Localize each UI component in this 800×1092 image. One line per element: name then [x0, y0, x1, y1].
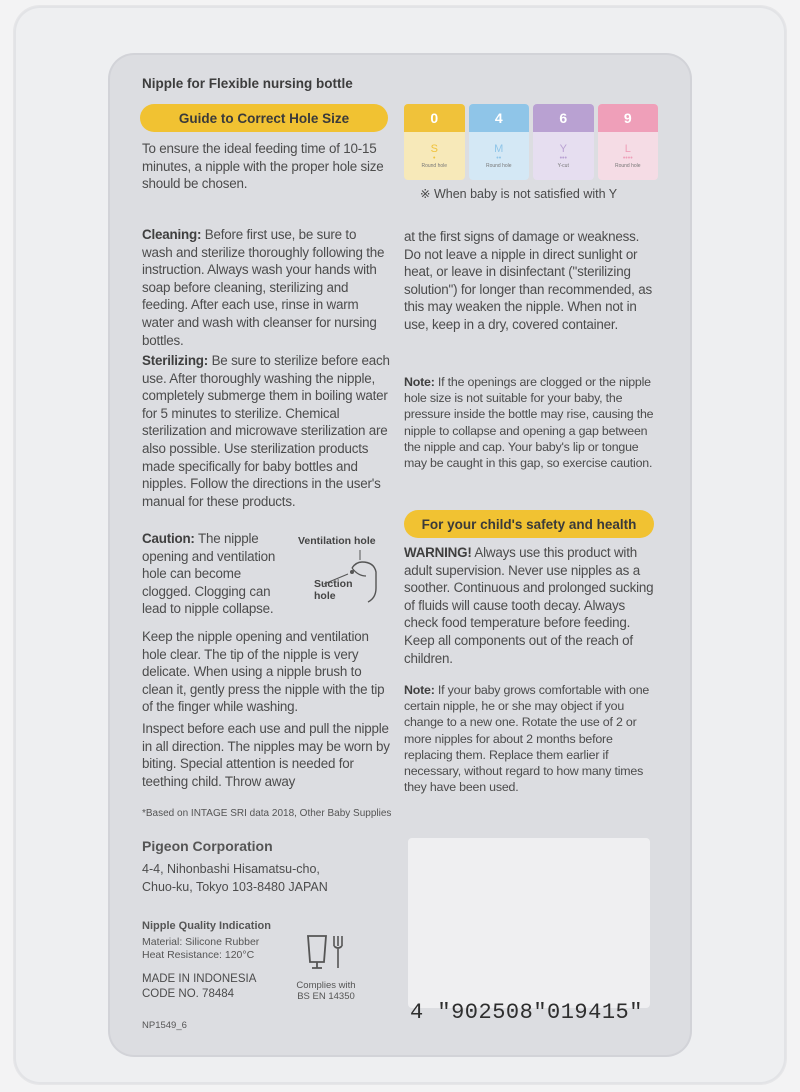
warning-body: Always use this product with adult supervision. Never use nipples as a soother. Continuous and prolonged sucking of fluids will cause tooth decay. Always check food temperature before feeding. Keep all components out of the reach of children. — [404, 545, 654, 666]
size-drops: • — [433, 155, 436, 162]
continued-text: at the first signs of damage or weakness. Do not leave a nipple in direct sunlight or heat, or leave in disinfectant ("sterilizing solution") for longer than recommended, as this may weaken the nipple. When not in use, keep in a dry, covered container. — [404, 229, 652, 332]
size-age: 6 — [533, 104, 594, 132]
size-letter: Y — [559, 143, 567, 155]
note-rotate-body: If your baby grows comfortable with one certain nipple, he or she may object if you change to a new one. Rotate the use of 2 or more nipples for about 2 months before replacing them. Replace them earlier if necessary, without regard to how many times they have been used. — [404, 683, 650, 795]
compliance-label — [286, 980, 366, 1002]
part-number: NP1549_6 — [142, 1020, 187, 1031]
intro-text: To ensure the ideal feeding time of 10-15 minutes, a nipple with the proper hole size should be chosen. — [142, 141, 384, 192]
size-column — [404, 104, 465, 180]
company-name: Pigeon Corporation — [142, 838, 273, 854]
quality-heat: Heat Resistance: 120°C — [142, 949, 255, 961]
suction-label-line-2: hole — [314, 590, 336, 602]
size-drops: •••• — [622, 155, 633, 162]
hole-size-guide-banner: Guide to Correct Hole Size — [140, 104, 388, 132]
size-detail — [598, 132, 659, 180]
size-age: 9 — [598, 104, 659, 132]
size-letter: S — [430, 143, 438, 155]
warning-section — [404, 544, 656, 667]
note-clogged — [404, 374, 656, 471]
size-age: 4 — [469, 104, 530, 132]
size-hole-type: Round hole — [614, 163, 641, 169]
note-rotate-heading: Note: — [404, 683, 435, 697]
company-address — [142, 860, 328, 896]
address-line-1: 4-4, Nihonbashi Hisamatsu-cho, — [142, 862, 320, 876]
note-clogged-body: If the openings are clogged or the nipple hole size is not suitable for your baby, the pressure inside the bottle may rise, causing the nipple to collapse and opening a gap between the nipple and cap. Your baby's lip or tongue may be caught in this gap, so exercise caution. — [404, 375, 654, 471]
note-rotate — [404, 682, 656, 795]
barcode-number: 4 "902508"019415" — [410, 1000, 643, 1025]
code-number: CODE NO. 78484 — [142, 988, 235, 1000]
note-clogged-heading: Note: — [404, 375, 435, 389]
size-detail — [469, 132, 530, 180]
food-safe-glass-fork-icon — [302, 932, 348, 972]
cleaning-body: Before first use, be sure to wash and sterilize thoroughly following the instruction. Always wash your hands with soap before cleaning, sterilizing and feeding. After each use, rinse in warm water and wash with cleanser for nursing bottles. — [142, 227, 385, 348]
size-hole-type: Y-cut — [557, 163, 569, 169]
origin-code — [142, 972, 256, 1002]
size-hole-type: Round hole — [485, 163, 512, 169]
caution-heading: Caution: — [142, 531, 195, 546]
size-letter: L — [624, 143, 631, 155]
caution-body: The nipple opening and ventilation hole can become clogged. Clogging can lead to nipple collapse. — [142, 531, 276, 617]
suction-label-line-1: Suction — [314, 578, 353, 590]
size-column — [598, 104, 659, 180]
sterilizing-heading: Sterilizing: — [142, 353, 209, 368]
keep-clear-text: Keep the nipple opening and ventilation hole clear. The tip of the nipple is very delicate. When using a nipple brush to clean it, gently press the nipple with the tip of the finger while washing. — [142, 629, 385, 715]
sterilizing-body: Be sure to sterilize before each use. After thoroughly washing the nipple, completely submerge them in boiling water for 5 minutes to sterilize. Chemical sterilization and microwave sterilization are also possible. Use sterilization products made specifically for baby bottles and nipples. Follow the directions in the user's manual for these products. — [142, 353, 390, 509]
complies-line-2: BS EN 14350 — [297, 991, 355, 1002]
made-in: MADE IN INDONESIA — [142, 973, 257, 985]
size-column — [469, 104, 530, 180]
size-column — [533, 104, 594, 180]
data-footnote: *Based on INTAGE SRI data 2018, Other Baby Supplies — [142, 808, 392, 819]
size-detail — [404, 132, 465, 180]
cleaning-section — [142, 226, 390, 349]
quality-heading: Nipple Quality Indication — [142, 920, 271, 932]
size-drops: ••• — [559, 155, 567, 162]
sterilizing-section — [142, 352, 390, 510]
caution-section — [142, 530, 292, 618]
cleaning-heading: Cleaning: — [142, 227, 202, 242]
nipple-size-chart — [404, 104, 658, 180]
nipple-diagram-icon — [300, 546, 392, 608]
barcode-sticker — [408, 838, 650, 1008]
ventilation-hole-label: Ventilation hole — [298, 535, 376, 547]
size-note: ※ When baby is not satisfied with Y — [420, 187, 618, 201]
quality-details — [142, 936, 259, 962]
size-detail — [533, 132, 594, 180]
complies-line-1: Complies with — [296, 980, 356, 991]
address-line-2: Chuo-ku, Tokyo 103-8480 JAPAN — [142, 880, 328, 894]
inspect-text: Inspect before each use and pull the nipple in all direction. The nipples may be worn by biting. Special attention is needed for teething child. Throw away — [142, 721, 390, 789]
size-hole-type: Round hole — [421, 163, 448, 169]
size-age: 0 — [404, 104, 465, 132]
product-title: Nipple for Flexible nursing bottle — [142, 76, 353, 91]
quality-material: Material: Silicone Rubber — [142, 936, 260, 948]
warning-heading: WARNING! — [404, 545, 472, 560]
size-drops: •• — [496, 155, 502, 162]
size-letter: M — [494, 143, 504, 155]
safety-banner: For your child's safety and health — [404, 510, 654, 538]
